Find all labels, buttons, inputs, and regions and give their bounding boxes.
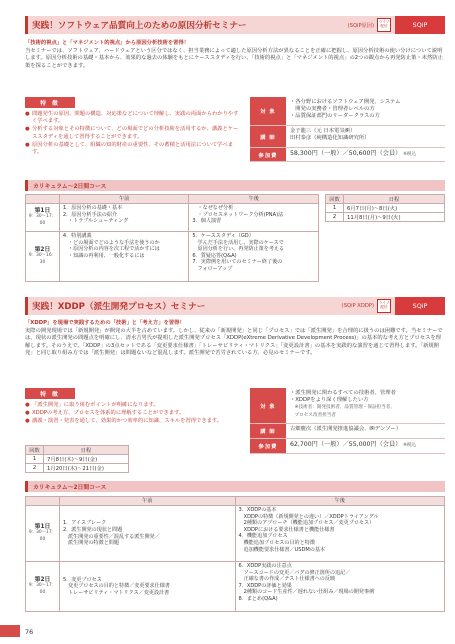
fee-label: 参加費 <box>250 439 286 453</box>
am-header: 午前 <box>59 497 235 506</box>
section1-lead-highlight: 「技術的視点」と「マネジメント的視点」から原因分析技術を習得！ <box>25 40 190 46</box>
fee-row <box>250 148 445 162</box>
table-row <box>26 232 319 282</box>
section2-lead <box>25 320 445 358</box>
feature-item: ● 原因分析の基礎として、組織の知的財産の重要性、その蓄積と活用法について学べます。 <box>25 141 234 156</box>
table-header-row <box>26 195 319 204</box>
section1-lead <box>25 40 445 70</box>
day-cell: 第2日 9：30～16：30 <box>26 232 60 282</box>
section2-title: 実践！XDDP（派生開発プロセス）セミナー <box>32 302 206 312</box>
fee-label: 参加費 <box>250 148 286 161</box>
page-number: 76 <box>25 628 34 636</box>
section2-info-table <box>250 388 445 454</box>
fee-value: 58,300円（一般）／50,600円（会員） ※税込 <box>290 150 417 157</box>
section2-curriculum-table <box>25 496 445 612</box>
section1-feature-badge: 特 徴 <box>25 97 75 108</box>
section2-header <box>25 297 445 315</box>
lecturer-row <box>250 424 445 439</box>
section2-tag: SQiP <box>395 297 445 315</box>
pm-header: 午後 <box>189 195 319 204</box>
feature-item: ● 「派生開発」に取り組むポイントが明確になります。 <box>25 402 159 408</box>
section1-info-table <box>250 97 445 162</box>
day-cell: 第1日 9：30～17：00 <box>26 204 60 232</box>
day-cell: 第2日 9：30～17：00 <box>26 562 60 612</box>
table-header-row <box>26 497 445 506</box>
table-row <box>26 204 319 232</box>
day-cell: 第1日 9：30～17：00 <box>26 506 60 562</box>
target-value: ・派生開発に関わるすべての技術者、管理者 ・XDDPをより深く理解したい方 ※技術者：開発技術者、品質管理・保証担当者、 プロセス改善担当者 <box>290 390 396 418</box>
pm-cell: 6．XDDP実践の注意点 ソースコードの変更／バグの修正箇所の追記／ 正確な書の作成／テスト仕様書への反映 7．XDDPの評価と効果 2種類のコード生産性／遅れない仕組み／現場の開発事例 8．まとめ(Q&A) <box>235 562 445 612</box>
pm-cell: ・なぜなぜ分析 ・プロセスネットワーク分析(PNA)法 3．個人演習 <box>189 204 319 232</box>
bullet-icon: ● <box>25 126 30 133</box>
bullet-icon: ● <box>25 141 30 148</box>
lecturer-value: 金子龍三（元 日本電気㈱） 田村泰彦（純構造化知識研究所） <box>290 128 370 142</box>
target-value: ・各分野におけるソフトウェア開発、システム 開発の実務者・管理者レベルの方 ・品質保証部門のリーダークラスの方 <box>290 99 401 120</box>
am-cell: 1．アイスブレーク 2．派生開発の現状と問題 派生開発の重要性／混乱する派生開発／ 派生開発の特徴と問題 <box>59 506 235 562</box>
section1-live-seal: ライブ 配信 <box>377 18 391 32</box>
section2-code: (SQiP XDDP) <box>341 303 374 309</box>
table-row <box>26 506 445 562</box>
section1-dates-table <box>325 194 445 222</box>
table-row: 1 7月8日(木)～9日(金) <box>26 455 129 464</box>
table-header-row: 回数 日程 <box>26 446 129 455</box>
lecturer-label: 講 師 <box>250 424 286 438</box>
page-number-tab <box>0 625 20 637</box>
bullet-icon: ● <box>25 111 30 117</box>
section1-curriculum-table <box>25 194 319 282</box>
section1-code: (SQiP原因) <box>347 22 374 29</box>
target-label: 対 象 <box>250 97 286 125</box>
section1-header <box>25 16 445 34</box>
section2-title-bar <box>25 297 395 315</box>
bullet-icon: ● <box>25 410 30 417</box>
section1-title-bar <box>25 16 395 34</box>
section1-title: 実践！ソフトウェア品質向上のための原因分析セミナー <box>32 21 247 31</box>
am-cell: 5．変更プロセス 変更プロセスの目的と特徴／変更要求仕様書 トレーサビリティ・マトリクス／変更設計書 <box>59 562 235 612</box>
lecturer-value: 古畑慶次（派生開発推進協議会、㈱デンソー） <box>290 426 402 432</box>
target-row <box>250 388 445 424</box>
lecturer-row <box>250 126 445 148</box>
am-header: 午前 <box>59 195 189 204</box>
am-cell: 1．原因分析の基礎・基本 2．原因分析手法の紹介 ・トラブルシューティング <box>59 204 189 232</box>
pm-cell: 5．ケーススタディ（GD） 学んだ手法を活用し、実際のケースで 原因分析を行い、再発防止策を考える 6．質疑応答(Q&A) 7．実際例を用いてのセミナー終了後の フォローアップ <box>189 232 319 282</box>
section2-lead-body: 実際の開発現場では「新規開発」が開発の大半を占めています。しかし、従来の「新規開発」と同じ「プロセス」では「派生開発」を合理的に扱うのは困難です。当セミナーでは、現状の派生開発の問題点を明確にし、清水吉男氏が提唱した派生開発プロセス「XDDP(eXtreme Derivative Development Process)」の基本的な考え方とプロセスを理解します。そのうえで、「XDDP」の3点セットである「変更要求仕様書」「トレーサビリティ・マトリクス」「変更設計書」の基本を実践的な演習を通じて習得します。「新規開発」と同じ取り組み方では「派生開発」は問題ないなど混乱します。派生開発で苦労されている方、必見のセミナーです。 <box>25 327 443 357</box>
pm-header: 午後 <box>235 497 445 506</box>
table-row: 1 6月7日(月)～8日(火) <box>326 204 445 213</box>
bullet-icon: ● <box>25 402 30 408</box>
bullet-icon: ● <box>25 418 30 425</box>
fee-row <box>250 439 445 454</box>
section2-features <box>25 388 239 427</box>
fee-value: 62,700円（一般）／55,000円（会員） ※税込 <box>290 441 417 448</box>
section1-lead-body: 当セミナーでは、ソフトウェア、ハードウェアという区分ではなく、担当業務によって適した原因分析方法が異なることを正確に把握し、原因分析技術の使い分けについて説明します。原因分析技術の基礎・基本から、効果的な過去の体験をもとにケーススタディを行い、「技術的視点」と「マネジメント的視点」の2つの観点から再発防止策・未然防止策を探ることができます。 <box>25 47 443 69</box>
feature-item: ● 問題発生の原因、問題の構造、対応策などについて理解し、実践の両面からわかりやすく学べます。 <box>25 111 239 125</box>
table-row: 2 11月8日(月)～9日(火) <box>326 213 445 222</box>
section2-curriculum-bar: カリキュラム～2日間コース <box>25 481 445 492</box>
feature-item: ● XDDPの考え方、プロセスを体系的に理解することができます。 <box>25 410 185 417</box>
pm-cell: 3．XDDPの基本 XDDPの特徴（新規開発との違い）／XDDPトライアングル 2種類のアプローチ（機能追加プロセス／変更プロセス） XDDPにおける要求仕様書と機能仕様書 4．機能追加プロセス 機能追加プロセスの目的と特徴 追加機能要求仕様書／USDMの基本 <box>235 506 445 562</box>
section1-features <box>25 97 239 157</box>
section1-tag: SQiP <box>395 16 445 34</box>
section1-curriculum-bar: カリキュラム～2日間コース <box>25 180 445 191</box>
am-cell: 4．特別講義 ・どの場面でどのような手法を使うのか ・原因分析の内容を次工程で活かすには ・知識の再利用、一般化するには <box>59 232 189 282</box>
section2-live-seal: ライブ 配信 <box>377 299 391 313</box>
table-row: 2 1月20日(木)～21日(金) <box>26 464 129 473</box>
table-row <box>26 562 445 612</box>
target-label: 対 象 <box>250 388 286 423</box>
section2-feature-badge: 特 徴 <box>25 388 75 399</box>
table-header-row: 回数 日程 <box>326 195 445 204</box>
section2-dates-table <box>25 445 129 473</box>
feature-item: ● 分析する対象とその特徴について、どの場面でどの分析技術を活用するか、講義とケーススタディを通して習得することができます。 <box>25 126 239 140</box>
target-row <box>250 97 445 126</box>
section2-lead-highlight: 「XDDP」を現場で実践するための「技術」と「考え方」を習得！ <box>25 320 185 326</box>
feature-item: ● 講義・演習・発表を通して、効果的かつ効率的に知識、スキルを習得できます。 <box>25 418 223 425</box>
lecturer-label: 講 師 <box>250 126 286 147</box>
